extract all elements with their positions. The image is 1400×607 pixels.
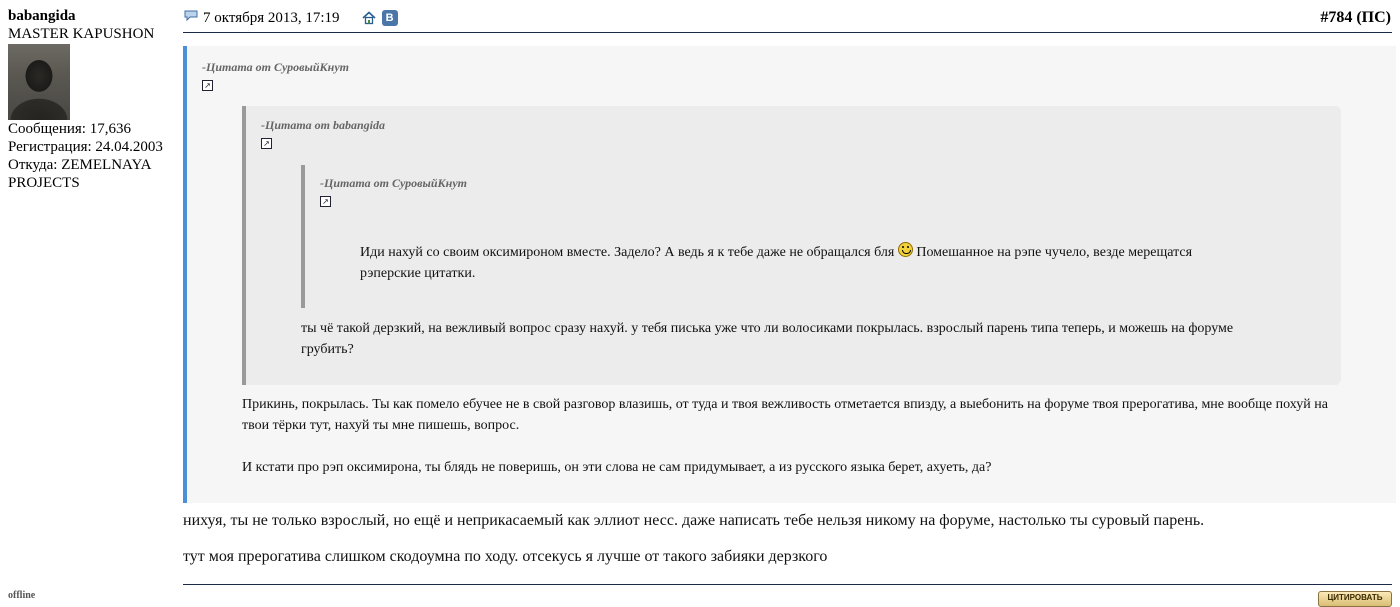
post-icon bbox=[183, 9, 199, 27]
user-messages-count: Сообщения: 17,636 bbox=[8, 121, 131, 137]
post-footer-rule bbox=[183, 584, 1392, 585]
quote-inner-text-part2: Помешанное на рэпе чучело, везде мерещатся bbox=[912, 245, 1193, 260]
user-registration-date: Регистрация: 24.04.2003 bbox=[8, 139, 163, 155]
home-icon[interactable] bbox=[362, 11, 376, 25]
user-title: MASTER KAPUSHON bbox=[8, 26, 155, 42]
quote-inner-text bbox=[360, 242, 1192, 284]
avatar[interactable] bbox=[8, 44, 70, 120]
user-panel bbox=[8, 7, 180, 192]
vk-icon[interactable]: В bbox=[382, 10, 398, 26]
quote-outer-link-icon[interactable]: ↗ bbox=[202, 80, 213, 91]
quote-middle-text bbox=[301, 318, 1233, 360]
quote-outer-header: -Цитата от СуровыйКнут bbox=[202, 60, 349, 74]
quote-middle-link-icon[interactable]: ↗ bbox=[261, 138, 272, 149]
username-link[interactable]: babangida bbox=[8, 8, 76, 24]
quote-inner-text-line2: рэперские цитатки. bbox=[360, 266, 476, 281]
smiley-icon bbox=[898, 242, 913, 257]
post-body-line2: тут моя прерогатива слишком скодоумна по ходу. отсекусь я лучше от такого забияки дерзкого bbox=[183, 548, 828, 565]
post-date: 7 октября 2013, 17:19 bbox=[203, 9, 340, 26]
post-body-line1: нихуя, ты не только взрослый, но ещё и неприкасаемый как эллиот несс. даже написать тебе нельзя никому на форуме, настолько ты суровый парень. bbox=[183, 512, 1205, 529]
quote-inner-text-part1: Иди нахуй со своим оксимироном вместе. Задело? А ведь я к тебе даже не обращался бля bbox=[360, 245, 895, 260]
quote-inner-header: -Цитата от СуровыйКнут bbox=[320, 176, 467, 190]
user-location-line2: PROJECTS bbox=[8, 175, 80, 191]
quote-outer-text-line2: твои тёрки тут, нахуй ты мне пишешь, вопрос. bbox=[242, 418, 520, 433]
quote-inner-link-icon[interactable]: ↗ bbox=[320, 196, 331, 207]
post-number-area bbox=[1320, 9, 1391, 27]
quote-outer-text-line1: Прикинь, покрылась. Ты как помело ебучее не в свой разговор влазишь, от туда и твоя вежливость отметается впизду, а выебонить на форуме твоя прерогатива, мне вообще похуй на bbox=[242, 397, 1328, 412]
online-status: offline bbox=[8, 590, 36, 601]
post-ps-link[interactable]: (ПС) bbox=[1356, 9, 1391, 26]
post-header bbox=[183, 5, 1392, 33]
quote-outer-text-line3: И кстати про рэп оксимирона, ты блядь не поверишь, он эти слова не сам придумывает, а из русского языка берет, ахуеть, да? bbox=[242, 460, 992, 475]
quote-middle-text-line1: ты чё такой дерзкий, на вежливый вопрос сразу нахуй. у тебя писька уже что ли волосиками покрылась. взрослый парень типа теперь, и можешь на форуме bbox=[301, 321, 1234, 336]
quote-outer-text bbox=[242, 394, 1328, 436]
quote-middle-header: -Цитата от babangida bbox=[261, 118, 386, 132]
user-location-line1: Откуда: ZEMELNAYA bbox=[8, 157, 152, 173]
quote-button[interactable]: ЦИТИРОВАТЬ bbox=[1318, 591, 1392, 607]
post-number-link[interactable]: #784 bbox=[1320, 9, 1353, 26]
quote-middle-text-line2: грубить? bbox=[301, 342, 354, 357]
